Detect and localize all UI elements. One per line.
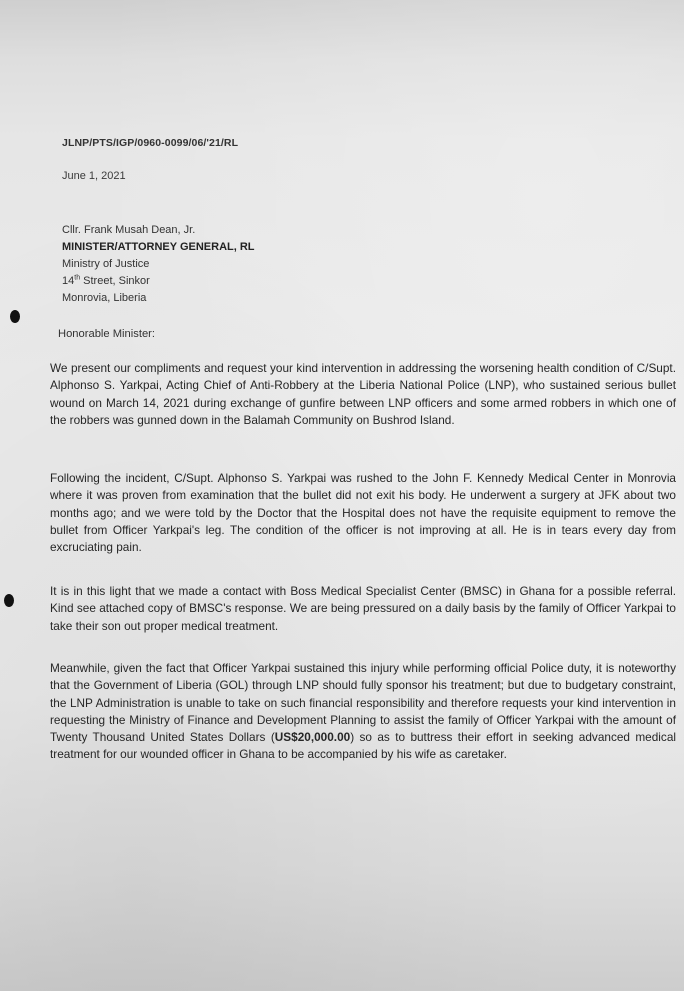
punch-hole <box>10 310 20 323</box>
reference-number: JLNP/PTS/IGP/0960-0099/06/'21/RL <box>62 137 239 149</box>
paragraph: It is in this light that we made a contact with Boss Medical Specialist Center (BMSC) in Ghana for a possible referral. Kind see attached copy of BMSC's response. We are being pressured on a daily basis by the family of Officer Yarkpai to take their son out proper medical treatment. <box>50 584 676 633</box>
recipient-title: MINISTER/ATTORNEY GENERAL, RL <box>62 241 255 253</box>
recipient-name: Cllr. Frank Musah Dean, Jr. <box>62 224 196 236</box>
recipient-city: Monrovia, Liberia <box>62 292 147 304</box>
paragraph: Following the incident, C/Supt. Alphonso S. Yarkpai was rushed to the John F. Kennedy Medical Center in Monrovia where it was proven from examination that the bullet did not exit his body. He underwent a surgery at JFK about two months ago; and we were told by the Doctor that the Hospital does not have the requisite equipment to remove the bullet from Officer Yarkpai's leg. The condition of the officer is not improving at all. He is in tears every day from excruciating pain. <box>50 471 676 555</box>
recipient-address <box>62 222 255 307</box>
paragraph: We present our compliments and request your kind intervention in addressing the worsening health condition of C/Supt. Alphonso S. Yarkpai, Acting Chief of Anti-Robbery at the Liberia National Police (LNP), who sustained serious bullet wound on March 14, 2021 during exchange of gunfire between LNP officers and some armed robbers in which one of the robbers was gunned down in the Balamah Community on Bushrod Island. <box>50 361 676 427</box>
recipient-street: 14th Street, Sinkor <box>62 274 150 287</box>
letter-date: June 1, 2021 <box>62 170 126 182</box>
paragraph: Meanwhile, given the fact that Officer Yarkpai sustained this injury while performing official Police duty, it is noteworthy that the Government of Liberia (GOL) through LNP should fully sponsor his treatment; but due to budgetary constraint, the LNP Administration is unable to take on such financial responsibility and therefore requests your kind intervention in requesting the Ministry of Finance and Development Planning to assist the family of Officer Yarkpai with the amount of Twenty Thousand United States Dollars (US$20,000.00) so as to buttress their effort in seeking advanced medical treatment for our wounded officer in Ghana to be accompanied by his wife as caretaker. <box>50 661 677 762</box>
recipient-org: Ministry of Justice <box>62 258 150 270</box>
amount-figure: US$20,000.00 <box>274 730 351 745</box>
salutation: Honorable Minister: <box>58 328 156 340</box>
punch-hole <box>4 594 14 607</box>
